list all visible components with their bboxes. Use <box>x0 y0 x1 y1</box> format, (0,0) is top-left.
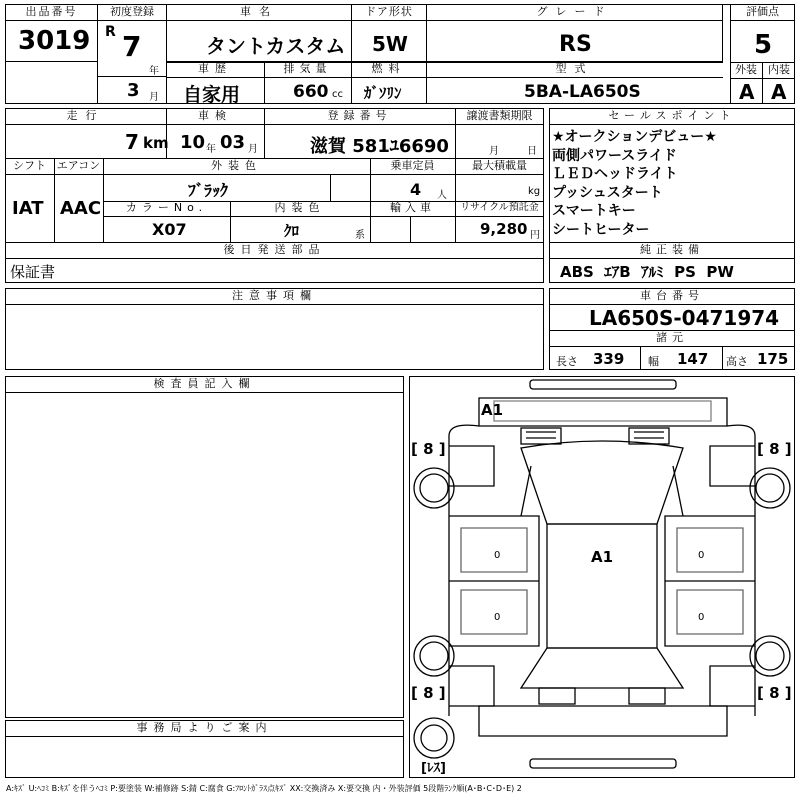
lot-number-label: 出品番号 <box>25 5 78 18</box>
door-label: ドア形状 <box>365 5 413 18</box>
year-unit: 年 <box>149 66 159 77</box>
capacity-value: 4 <box>410 180 422 199</box>
inspector-block <box>5 376 404 718</box>
car-diagram <box>409 376 795 778</box>
interior-value: A <box>771 80 787 104</box>
rear-gate-shape <box>479 706 727 736</box>
plate-value: 滋賀 581ﾕ6690 <box>310 136 449 157</box>
year-value: 7 <box>122 30 142 63</box>
sales-points-label: セールスポイント <box>608 109 736 122</box>
length-label: 長さ <box>556 355 578 368</box>
recycle-unit: 円 <box>530 230 540 241</box>
inspection-year: 10 <box>180 132 206 153</box>
car-name-value: タントカスタム <box>206 34 346 58</box>
sales-point-item: シートヒーター <box>552 221 650 238</box>
body-outline <box>449 436 755 716</box>
exterior-value: A <box>739 80 755 104</box>
load-label: 最大積載量 <box>472 159 527 172</box>
capacity-unit: 人 <box>437 190 447 201</box>
transfer-month-unit: 月 <box>489 146 499 157</box>
zero-mark: 0 <box>698 550 705 561</box>
fuel-value: ｶﾞｿﾘﾝ <box>364 84 402 102</box>
capacity-label: 乗車定員 <box>390 159 435 172</box>
shift-label: シフト <box>13 159 46 172</box>
displacement-unit: cc <box>332 89 343 100</box>
displacement-label: 排気量 <box>283 62 332 75</box>
notes-label: 注意事項欄 <box>232 289 317 302</box>
ac-label: エアコン <box>56 159 101 172</box>
zero-mark: 0 <box>494 550 501 561</box>
color-no-value: X07 <box>152 220 187 239</box>
inspection-label: 車検 <box>198 109 232 122</box>
import-label: 輸入車 <box>390 201 435 214</box>
first-registration-label: 初度登録 <box>110 5 154 18</box>
equipment-value: ABS ｴｱB ｱﾙﾐ PS PW <box>560 263 734 281</box>
recycle-value: 9,280 <box>480 220 528 238</box>
inspection-month-unit: 月 <box>248 144 258 155</box>
grade-label: グレード <box>536 5 613 18</box>
inspection-month: 03 <box>220 132 246 153</box>
fuel-label: 燃料 <box>371 62 406 75</box>
tire-tr-mark: [ 8 ] <box>757 440 792 458</box>
later-parts-label: 後日発送部品 <box>223 243 326 256</box>
mileage-label: 走行 <box>66 109 105 122</box>
sales-point-item: スマートキー <box>552 203 636 219</box>
windshield-shape <box>521 441 683 524</box>
inspector-label: 検査員記入欄 <box>153 377 256 390</box>
width-label: 幅 <box>648 355 659 368</box>
spare-tire-mark: [ﾚｽ] <box>421 761 446 776</box>
mileage-value: 7 <box>125 130 139 154</box>
height-label: 高さ <box>726 355 748 368</box>
later-parts-value: 保証書 <box>10 263 56 281</box>
displacement-value: 660 <box>293 82 329 102</box>
interior-color-label: 内装色 <box>274 201 326 214</box>
color-label: 外装色 <box>211 159 262 172</box>
damage-mark-top: A1 <box>481 401 504 419</box>
exterior-label: 外装 <box>735 63 757 76</box>
damage-mark-center: A1 <box>591 548 614 566</box>
interior-label: 内装 <box>768 63 790 76</box>
spare-tire <box>414 718 454 758</box>
shift-value: IAT <box>12 198 44 219</box>
month-unit: 月 <box>149 92 159 103</box>
spec-label: 諸元 <box>656 331 688 344</box>
history-label: 車歴 <box>198 62 232 75</box>
legend-text: A:ｷｽﾞ U:ﾍｺﾐ B:ｷｽﾞを伴うﾍｺﾐ P:要塗装 W:補修跡 S:錆 C:腐食 G:ﾌﾛﾝﾄｶﾞﾗｽ点ｷｽﾞ XX:交換済み X:要交換 内・外装評価 5段階ﾗﾝｸ順(A･B･C･D･E) 2 <box>6 784 522 793</box>
load-unit: kg <box>528 186 541 197</box>
score-value: 5 <box>754 30 773 60</box>
zero-mark: 0 <box>698 612 705 623</box>
score-label: 評価点 <box>746 5 779 18</box>
tire-br-mark: [ 8 ] <box>757 684 792 702</box>
month-value: 3 <box>127 80 140 101</box>
tire-tl-mark: [ 8 ] <box>411 440 446 458</box>
sales-point-item: 両側パワースライド <box>552 147 677 164</box>
history-value: 自家用 <box>183 84 241 106</box>
color-value: ﾌﾞﾗｯｸ <box>188 181 229 200</box>
plate-label: 登録番号 <box>327 109 392 122</box>
interior-color-value: ｸﾛ <box>284 222 300 240</box>
era-value: R <box>105 24 116 40</box>
width-value: 147 <box>677 350 709 368</box>
mileage-unit: km <box>143 134 169 152</box>
chassis-value: LA650S-0471974 <box>589 306 780 330</box>
door-value: 5W <box>372 32 408 56</box>
model-value: 5BA-LA650S <box>524 82 641 102</box>
sales-points-list <box>552 128 792 239</box>
ac-value: AAC <box>60 198 102 219</box>
recycle-label: リサイクル預託金 <box>460 202 539 213</box>
tire-bl-mark: [ 8 ] <box>411 684 446 702</box>
interior-color-unit: 系 <box>355 230 365 241</box>
model-label: 型式 <box>555 62 594 75</box>
office-label: 事務局よりご案内 <box>136 721 273 734</box>
roof-shape <box>547 524 657 648</box>
transfer-label: 譲渡書類期限 <box>466 109 533 122</box>
car-name-label: 車名 <box>240 5 278 18</box>
height-value: 175 <box>757 350 789 368</box>
sales-point-item: ★オークションデビュー★ <box>552 129 717 145</box>
hood-shape <box>479 398 727 426</box>
lot-number-value: 3019 <box>18 26 91 56</box>
inspection-year-unit: 年 <box>206 144 216 155</box>
zero-mark: 0 <box>494 612 501 623</box>
equipment-label: 純正装備 <box>640 243 704 256</box>
sales-point-item: ＬＥＤヘッドライト <box>552 166 678 182</box>
color-no-label: カラーNo. <box>125 201 208 214</box>
grade-value: RS <box>559 32 592 57</box>
length-value: 339 <box>593 350 625 368</box>
transfer-day-unit: 日 <box>527 146 537 157</box>
chassis-label: 車台番号 <box>640 289 704 302</box>
front-bumper-shape <box>530 380 676 389</box>
sales-point-item: プッシュスタート <box>552 184 663 201</box>
rear-bumper-shape <box>530 759 676 768</box>
